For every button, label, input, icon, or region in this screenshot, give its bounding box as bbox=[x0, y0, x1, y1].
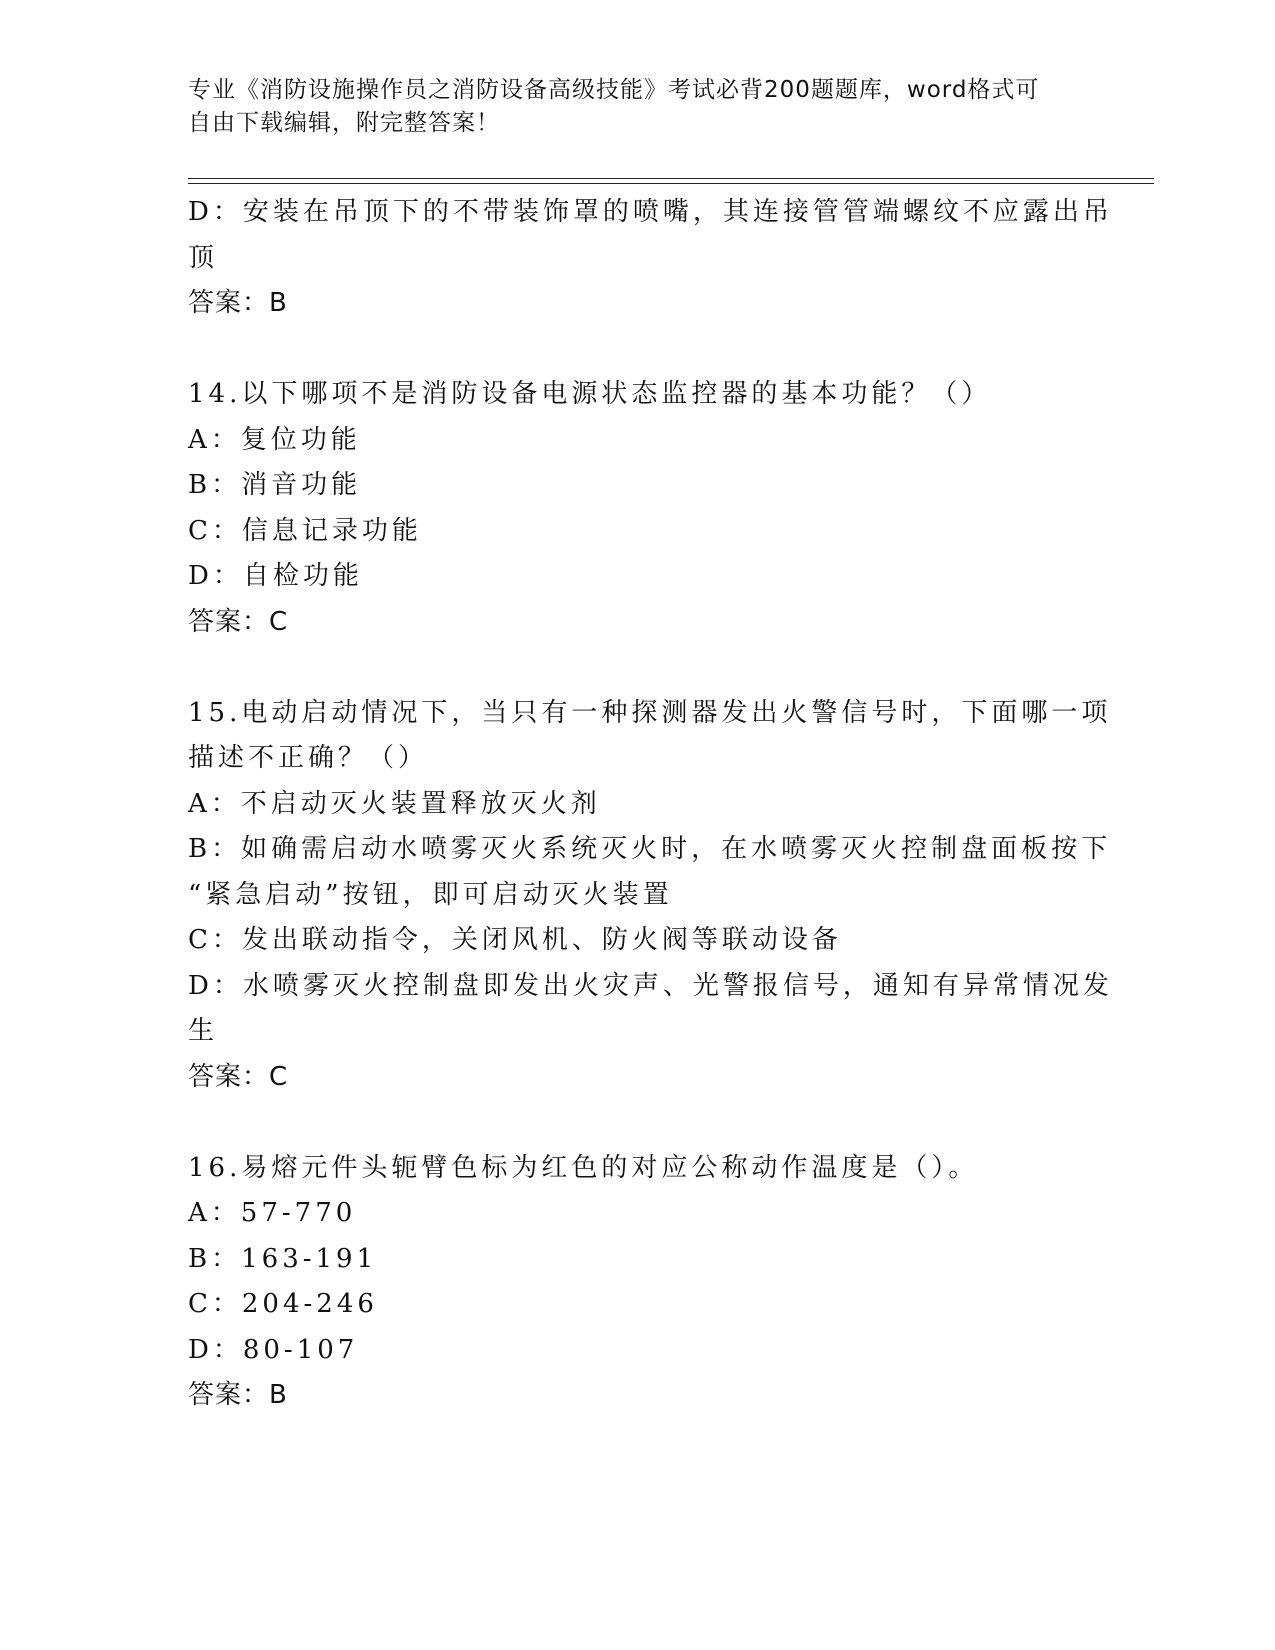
option-c: C：204-246 bbox=[188, 1289, 378, 1319]
spacer bbox=[188, 1100, 1088, 1146]
answer: 答案：C bbox=[188, 606, 289, 637]
option-c: C：信息记录功能 bbox=[188, 515, 422, 546]
header-rule bbox=[188, 183, 1154, 184]
question-15 bbox=[188, 691, 1113, 1101]
option-a: A：不启动灭火装置释放灭火剂 bbox=[188, 788, 601, 819]
question-stem: 描述不正确？（） bbox=[188, 743, 429, 773]
option-b: B：消音功能 bbox=[188, 470, 362, 500]
question-14 bbox=[188, 372, 1088, 645]
option-a: A：57-770 bbox=[188, 1198, 357, 1228]
option-d: 生 bbox=[188, 1016, 219, 1046]
answer: 答案：B bbox=[188, 1380, 288, 1410]
question-stem: 14.以下哪项不是消防设备电源状态监控器的基本功能？（） bbox=[188, 379, 992, 409]
spacer bbox=[188, 327, 1088, 373]
option-d: D：自检功能 bbox=[188, 561, 363, 591]
option-b: B：如确需启动水喷雾灭火系统灭火时，在水喷雾灭火控制盘面板按下 bbox=[188, 834, 1112, 864]
spacer bbox=[188, 645, 1088, 691]
option-d: D：80-107 bbox=[188, 1334, 359, 1365]
question-stem: 15.电动启动情况下，当只有一种探测器发出火警信号时，下面哪一项 bbox=[188, 697, 1112, 728]
answer: 答案：B bbox=[188, 288, 288, 318]
header-line: 专业《消防设施操作员之消防设备高级技能》考试必背200题题库，word格式可 bbox=[188, 77, 1040, 103]
answer: 答案：C bbox=[188, 1061, 289, 1092]
question-stem: 16.易熔元件头轭臂色标为红色的对应公称动作温度是（）。 bbox=[188, 1152, 979, 1183]
document-header bbox=[188, 74, 1068, 140]
option-b: “紧急启动”按钮，即可启动灭火装置 bbox=[188, 879, 673, 910]
header-rule bbox=[188, 178, 1154, 179]
option-b: B：163-191 bbox=[188, 1243, 378, 1274]
option-d: D：安装在吊顶下的不带装饰罩的喷嘴，其连接管管端螺纹不应露出吊 bbox=[188, 197, 1113, 227]
question-13-tail bbox=[188, 190, 1113, 327]
option-a: A：复位功能 bbox=[188, 424, 361, 455]
option-d: D：水喷雾灭火控制盘即发出火灾声、光警报信号，通知有异常情况发 bbox=[188, 970, 1113, 1001]
option-c: C：发出联动指令，关闭风机、防火阀等联动设备 bbox=[188, 925, 842, 955]
question-16 bbox=[188, 1146, 1088, 1419]
question-list bbox=[188, 190, 1113, 1419]
header-line: 自由下载编辑，附完整答案！ bbox=[188, 110, 500, 136]
option-d: 顶 bbox=[188, 242, 219, 273]
